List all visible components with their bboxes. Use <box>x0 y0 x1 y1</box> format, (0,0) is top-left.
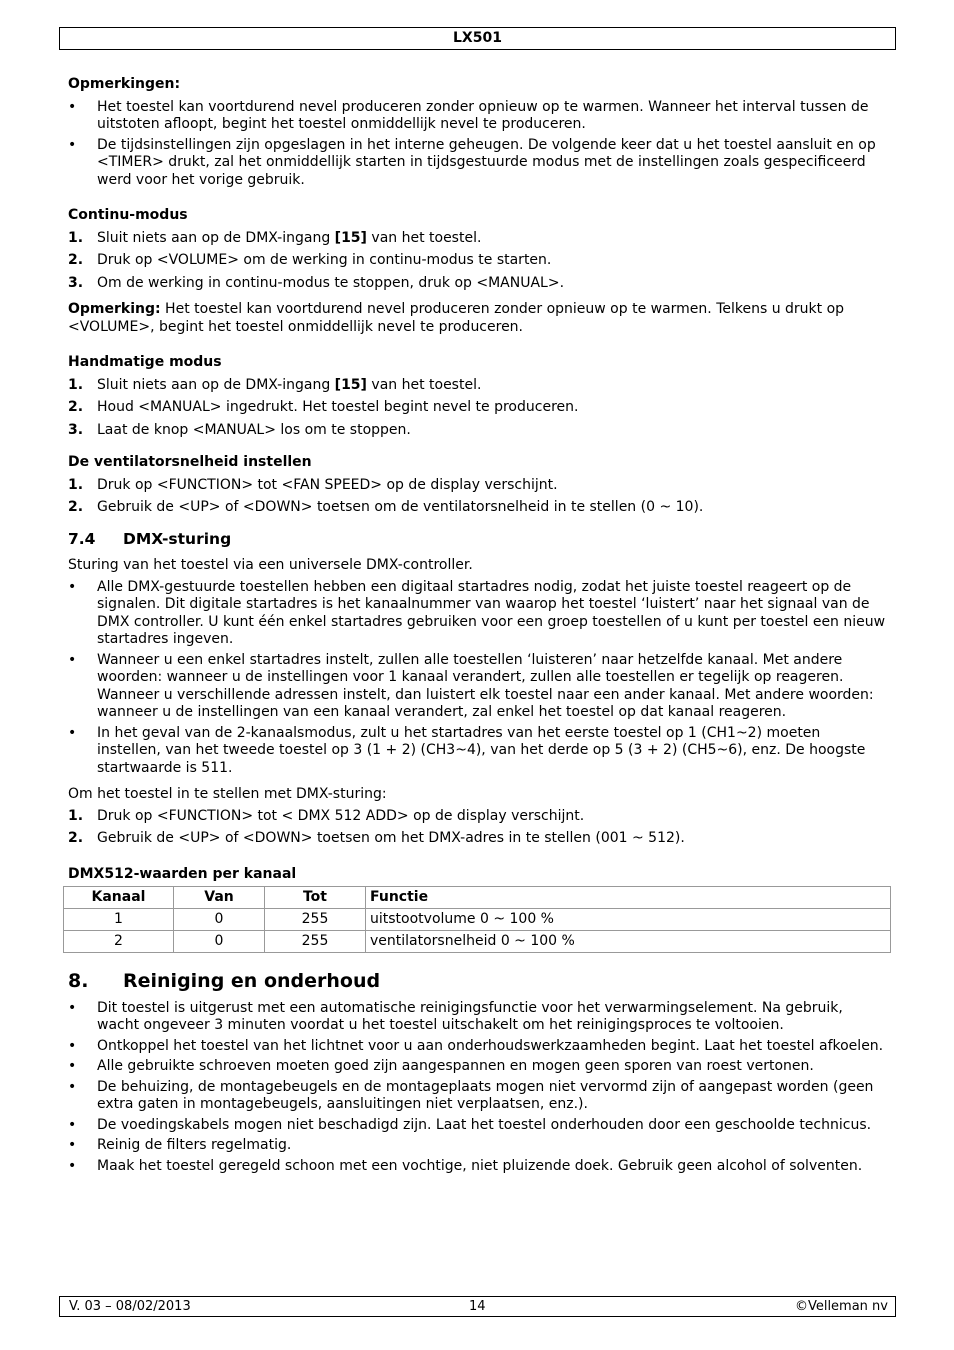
step-number: 1. <box>68 476 84 493</box>
table-cell: 0 <box>174 931 265 953</box>
table-cell: 255 <box>265 931 366 953</box>
list-item: • De voedingskabels mogen niet beschadigd zijn. Laat het toestel onderhouden door een geschoolde technicus. <box>68 1117 888 1135</box>
table-cell: 255 <box>265 909 366 931</box>
footer-version: V. 03 – 08/02/2013 <box>69 1299 191 1314</box>
step-number: 3. <box>68 274 84 291</box>
list-item <box>68 252 888 270</box>
table-cell: 1 <box>64 909 174 931</box>
manual-steps <box>68 377 888 440</box>
list-item: • Alle gebruikte schroeven moeten goed zijn aangespannen en mogen geen sporen van roest vertonen. <box>68 1058 888 1076</box>
table-header: Van <box>174 887 265 909</box>
header-title: LX501 <box>453 30 502 46</box>
step-text: Gebruik de <UP> of <DOWN> toetsen om de ventilatorsnelheid in te stellen (0 ~ 10). <box>97 499 704 515</box>
table-cell: ventilatorsnelheid 0 ~ 100 % <box>366 931 891 953</box>
dmx-table <box>63 886 891 953</box>
table-header: Functie <box>366 887 891 909</box>
table-header: Tot <box>265 887 366 909</box>
section-number: 8. <box>68 970 89 992</box>
table-header: Kanaal <box>64 887 174 909</box>
list-item: • Reinig de filters regelmatig. <box>68 1137 888 1155</box>
step-text: Druk op <FUNCTION> tot <FAN SPEED> op de display verschijnt. <box>97 476 558 493</box>
dmx-list <box>68 579 888 778</box>
continu-note <box>68 301 888 336</box>
step-number: 2. <box>68 830 84 846</box>
list-item <box>68 230 888 248</box>
table-row <box>64 909 891 931</box>
list-item <box>68 422 888 440</box>
dmx-section-heading <box>68 531 888 549</box>
cleaning-list <box>68 1000 888 1176</box>
list-item: • Wanneer u een enkel startadres instelt, zullen alle toestellen ‘luisteren’ naar hetzelfde kanaal. Met andere woorden: wanneer u de instellingen voor 1 kanaal verandert, zullen alle toestellen er tegelijk op reageren. Wanneer u verschillende adressen instelt, dan luistert elk toestel naar een ander kanaal. Met andere woorden: wanneer u de instellingen van een kanaal verandert, zal enkel het toestel op dat kanaal reageren. <box>68 652 888 722</box>
dmx-table-heading: DMX512-waarden per kanaal <box>68 865 297 882</box>
step-text: van het toestel. <box>366 376 482 393</box>
continu-heading: Continu-modus <box>68 207 188 223</box>
list-item: • Dit toestel is uitgerust met een automatische reinigingsfunctie voor het verwarmingselement. Na gebruik, wacht ongeveer 3 minuten voordat u het toestel uitschakelt om het reinigingsproces te voltooien. <box>68 1000 888 1035</box>
fan-heading: De ventilatorsnelheid instellen <box>68 454 312 470</box>
list-item: • Alle DMX-gestuurde toestellen hebben een digitaal startadres nodig, zodat het juiste toestel reageert op de signalen. Dit digitale startadres is het kanaalnummer van waarop het toestel ‘luistert’ naar het signaal van de DMX controller. U kunt één enkel startadres gebruiken voor een groep toestellen of u kunt per toestel een nieuw startadres ingeven. <box>68 579 888 649</box>
cleaning-section-heading <box>68 970 888 992</box>
table-cell: uitstootvolume 0 ~ 100 % <box>366 909 891 931</box>
step-text: Houd <MANUAL> ingedrukt. Het toestel begint nevel te produceren. <box>97 399 579 415</box>
step-text: Gebruik de <UP> of <DOWN> toetsen om het DMX-adres in te stellen (001 ~ 512). <box>97 830 685 846</box>
dmx-steps <box>68 808 888 848</box>
table-cell: 2 <box>64 931 174 953</box>
continu-steps <box>68 230 888 293</box>
step-ref: [15] <box>334 376 367 393</box>
fan-steps <box>68 477 888 517</box>
step-number: 1. <box>68 229 84 246</box>
list-item: • De tijdsinstellingen zijn opgeslagen in het interne geheugen. De volgende keer dat u het toestel aansluit en op <TIMER> drukt, zal het onmiddellijk starten in tijdsgestuurde modus met de instellingen zoals gespecificeerd werd voor het vorige gebruik. <box>68 137 888 190</box>
step-text: Sluit niets aan op de DMX-ingang <box>97 376 335 393</box>
step-ref: [15] <box>334 229 367 246</box>
manual-heading: Handmatige modus <box>68 354 222 370</box>
list-item: • Ontkoppel het toestel van het lichtnet voor u aan onderhoudswerkzaamheden begint. Laat het toestel afkoelen. <box>68 1038 888 1056</box>
list-item <box>68 275 888 293</box>
step-number: 2. <box>68 399 84 415</box>
list-item <box>68 377 888 395</box>
notes-list <box>68 99 888 190</box>
footer-copyright: ©Velleman nv <box>794 1299 888 1314</box>
step-number: 1. <box>68 807 84 824</box>
list-item: • Maak het toestel geregeld schoon met een vochtige, niet pluizende doek. Gebruik geen alcohol of solventen. <box>68 1158 888 1176</box>
step-number: 3. <box>68 421 84 438</box>
table-cell: 0 <box>174 909 265 931</box>
list-item: • In het geval van de 2-kanaalsmodus, zult u het startadres van het eerste toestel op 1 (CH1~2) moeten instellen, van het tweede toestel op 3 (1 + 2) (CH3~4), van het derde op 5 (3 + 2) (CH5~6), enz. De hoogste startwaarde is 511. <box>68 725 888 778</box>
list-item: • Het toestel kan voortdurend nevel produceren zonder opnieuw op te warmen. Wanneer het interval tussen de uitstoten afloopt, begint het toestel onmiddellijk nevel te produceren. <box>68 99 888 134</box>
page-footer <box>59 1296 896 1317</box>
section-number: 7.4 <box>68 529 96 548</box>
step-text: Sluit niets aan op de DMX-ingang <box>97 229 335 246</box>
step-number: 1. <box>68 376 84 393</box>
section-title: DMX-sturing <box>123 529 232 548</box>
notes-heading: Opmerkingen: <box>68 76 181 92</box>
step-text: Laat de knop <MANUAL> los om te stoppen. <box>97 421 411 438</box>
step-text: van het toestel. <box>366 229 482 246</box>
dmx-intro: Sturing van het toestel via een universele DMX-controller. <box>68 557 473 573</box>
table-header-row <box>64 887 891 909</box>
step-text: Druk op <FUNCTION> tot < DMX 512 ADD> op de display verschijnt. <box>97 807 585 824</box>
page-content <box>68 76 888 1178</box>
step-number: 2. <box>68 252 84 268</box>
page-header <box>59 27 896 50</box>
step-text: Druk op <VOLUME> om de werking in continu-modus te starten. <box>97 252 552 268</box>
list-item <box>68 830 888 848</box>
list-item <box>68 477 888 495</box>
note-label: Opmerking: <box>68 301 161 317</box>
list-item <box>68 808 888 826</box>
table-row <box>64 931 891 953</box>
list-item <box>68 399 888 417</box>
footer-page-number: 14 <box>469 1299 486 1314</box>
step-number: 2. <box>68 499 84 515</box>
dmx-setup-intro: Om het toestel in te stellen met DMX-sturing: <box>68 786 387 802</box>
list-item: • De behuizing, de montagebeugels en de montageplaats mogen niet vervormd zijn of aangepast worden (geen extra gaten in montagebeugels, aansluitingen niet verplaatsen, enz.). <box>68 1079 888 1114</box>
list-item <box>68 499 888 517</box>
step-text: Om de werking in continu-modus te stoppen, druk op <MANUAL>. <box>97 274 565 291</box>
note-text: Het toestel kan voortdurend nevel produceren zonder opnieuw op te warmen. Telkens u drukt op <VOLUME>, begint het toestel onmiddellijk nevel te produceren. <box>68 301 845 335</box>
section-title: Reiniging en onderhoud <box>123 970 381 992</box>
